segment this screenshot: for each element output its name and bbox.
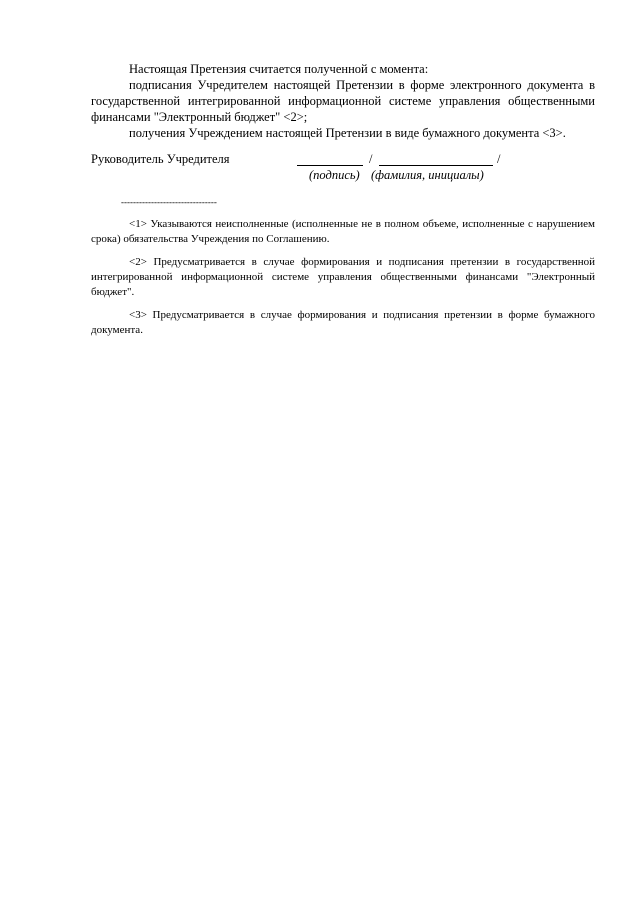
signature-slash-2: /	[497, 152, 501, 166]
footnote-2-text: <2> Предусматривается в случае формирования и подписания претензии в государственной интегрированной информационной системе управления общественными финансами "Электронный бюджет".	[91, 256, 595, 298]
footnote-1-text: <1> Указываются неисполненные (исполненные не в полном объеме, исполненные с нарушением срока) обязательства Учреждения по Соглашению.	[91, 218, 595, 245]
claim-text	[91, 61, 595, 141]
name-line	[379, 165, 493, 166]
signature-caption: (подпись)	[309, 168, 360, 182]
signature-slash-1: /	[369, 152, 373, 166]
claim-paragraph-2: подписания Учредителем настоящей Претензии в форме электронного документа в государственной интегрированной информационной системе управления общественными финансами "Электронный бюджет" <2>;	[91, 78, 595, 124]
footnote-separator: --------------------------------	[121, 197, 217, 207]
signature-block	[91, 151, 595, 187]
signature-title: Руководитель Учредителя	[91, 152, 230, 166]
claim-paragraph-3: получения Учреждением настоящей Претензии в виде бумажного документа <3>.	[129, 126, 566, 140]
footnote-3-text: <3> Предусматривается в случае формирования и подписания претензии в форме бумажного документа.	[91, 309, 595, 336]
footnote-2	[91, 255, 595, 300]
footnote-3	[91, 308, 595, 338]
footnote-1	[91, 217, 595, 247]
claim-paragraph-1: Настоящая Претензия считается полученной с момента:	[129, 62, 429, 76]
signature-line	[297, 165, 363, 166]
name-caption: (фамилия, инициалы)	[371, 168, 484, 182]
